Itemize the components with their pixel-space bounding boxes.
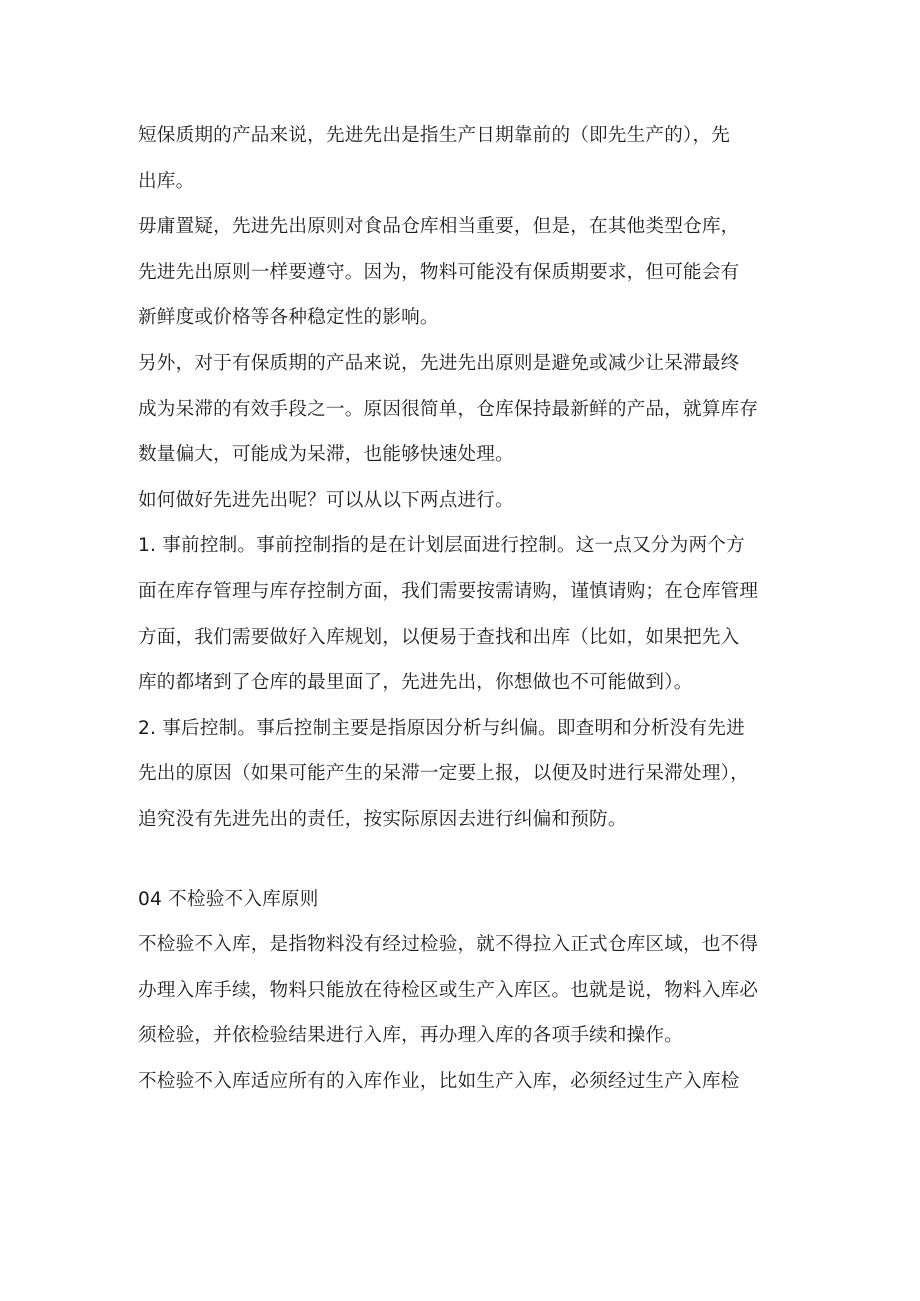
text-line: 库的都堵到了仓库的最里面了，先进先出，你想做也不可能做到）。 <box>138 672 693 694</box>
document-body <box>138 113 788 1104</box>
text-line: 如何做好先进先出呢？可以从以下两点进行。 <box>138 489 514 511</box>
text-line: 先出的原因（如果可能产生的呆滞一定要上报，以便及时进行呆滞处理）， <box>138 763 749 785</box>
text-line: 不检验不入库，是指物料没有经过检验，就不得拉入正式仓库区域，也不得 <box>138 934 759 956</box>
text-line: 须检验，并依检验结果进行入库，再办理入库的各项手续和操作。 <box>138 1025 684 1047</box>
text-line: 成为呆滞的有效手段之一。原因很简单，仓库保持最新鲜的产品，就算库存 <box>138 398 759 420</box>
text-line: 不检验不入库适应所有的入库作业，比如生产入库，必须经过生产入库检 <box>138 1070 740 1092</box>
text-line: 毋庸置疑，先进先出原则对食品仓库相当重要，但是，在其他类型仓库， <box>138 216 740 238</box>
section-gap <box>138 843 788 877</box>
section-heading: 04 不检验不入库原则 <box>138 888 319 910</box>
text-line: 新鲜度或价格等各种稳定性的影响。 <box>138 307 439 329</box>
text-line: 追究没有先进先出的责任，按实际原因去进行纠偏和预防。 <box>138 808 627 830</box>
text-line: 另外，对于有保质期的产品来说，先进先出原则是避免或减少让呆滞最终 <box>138 352 740 374</box>
text-line: 2. 事后控制。事后控制主要是指原因分析与纠偏。即查明和分析没有先进 <box>138 717 745 739</box>
text-line: 先进先出原则一样要遵守。因为，物料可能没有保质期要求，但可能会有 <box>138 261 740 283</box>
text-line: 办理入库手续，物料只能放在待检区或生产入库区。也就是说，物料入库必 <box>138 979 759 1001</box>
text-line: 方面，我们需要做好入库规划，以便易于查找和出库（比如，如果把先入 <box>138 626 740 648</box>
text-line: 1. 事前控制。事前控制指的是在计划层面进行控制。这一点又分为两个方 <box>138 535 745 557</box>
text-line: 短保质期的产品来说，先进先出是指生产日期靠前的（即先生产的），先 <box>138 125 731 146</box>
text-line: 出库。 <box>138 170 195 192</box>
text-line: 面在库存管理与库存控制方面，我们需要按需请购，谨慎请购；在仓库管理 <box>138 580 759 602</box>
text-line: 数量偏大，可能成为呆滞，也能够快速处理。 <box>138 444 514 466</box>
